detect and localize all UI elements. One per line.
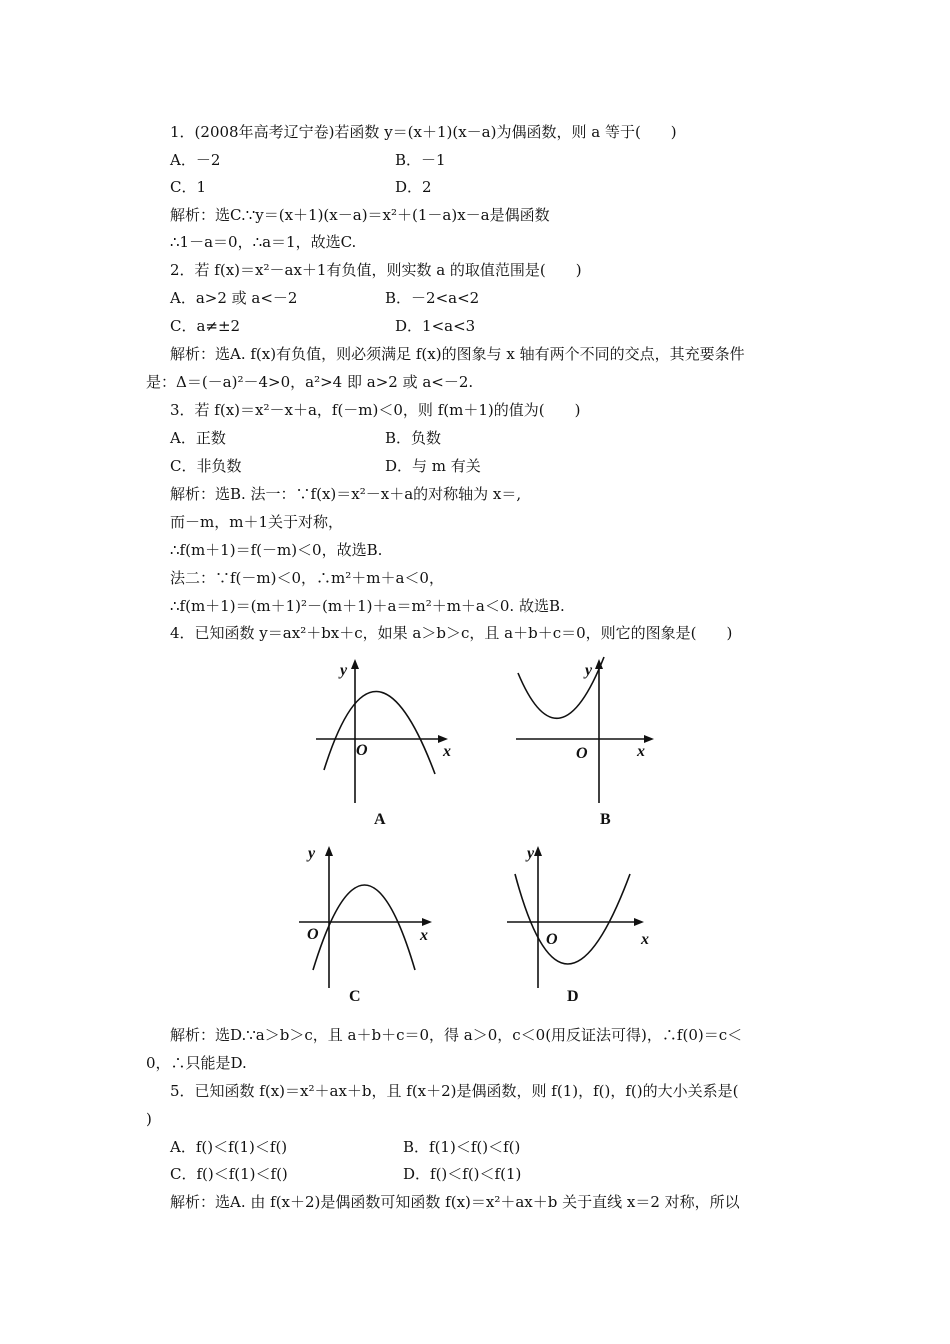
- graph-b-x-label: x: [637, 743, 645, 760]
- graph-b-label: B: [600, 811, 611, 828]
- q4-analysis-cont: 0，∴只能是D.: [146, 1054, 247, 1072]
- q3-analysis-line2: 而－m，m＋1关于对称，: [170, 513, 343, 531]
- q1-option-b: B．－1: [395, 151, 446, 169]
- q1-option-d: D．2: [395, 178, 432, 196]
- graph-c-y-label: y: [308, 845, 316, 862]
- q3-analysis-line4: 法二：∵f(－m)＜0，∴m²＋m＋a＜0，: [170, 569, 444, 587]
- graph-a-x-arrow: [438, 735, 448, 743]
- q3-option-a: A．正数: [170, 429, 226, 447]
- graph-a-y-arrow: [351, 659, 359, 669]
- graph-a: [310, 655, 450, 830]
- q2-analysis-cont: 是：Δ＝(－a)²－4>0，a²>4 即 a>2 或 a<－2.: [146, 373, 474, 391]
- graph-d: [505, 840, 655, 1015]
- q5-stem-cont: ): [146, 1110, 152, 1128]
- q2-option-b: B．－2<a<2: [385, 289, 480, 307]
- q3-stem: 3．若 f(x)＝x²－x＋a，f(－m)＜0，则 f(m＋1)的值为( ): [170, 401, 581, 419]
- q2-stem: 2．若 f(x)＝x²－ax＋1有负值，则实数 a 的取值范围是( ): [170, 261, 582, 279]
- graph-c-label: C: [349, 988, 361, 1005]
- graph-d-x-arrow: [634, 918, 644, 926]
- q5-option-c: C．f()＜f(1)＜f(): [170, 1165, 288, 1183]
- graph-d-label: D: [567, 988, 579, 1005]
- graph-b-x-arrow: [644, 735, 654, 743]
- q3-analysis-line3: ∴f(m＋1)＝f(－m)＜0，故选B.: [170, 541, 383, 559]
- graph-a-y-label: y: [340, 662, 348, 679]
- graph-d-y-label: y: [527, 845, 535, 862]
- graph-b-origin: O: [576, 745, 588, 762]
- graph-d-curve: [515, 874, 630, 964]
- q3-analysis: 解析：选B. 法一：∵f(x)＝x²－x＋a的对称轴为 x＝,: [170, 485, 522, 503]
- q3-option-d: D．与 m 有关: [385, 457, 481, 475]
- q4-stem: 4．已知函数 y＝ax²＋bx＋c，如果 a＞b＞c，且 a＋b＋c＝0，则它的图象是( ): [170, 624, 733, 642]
- q4-analysis: 解析：选D.∵a＞b＞c，且 a＋b＋c＝0，得 a＞0，c＜0(用反证法可得)，∴f(0)＝c＜: [170, 1026, 743, 1044]
- graph-a-curve: [324, 691, 435, 774]
- graph-c-origin: O: [307, 926, 319, 943]
- q5-option-d: D．f()＜f()＜f(1): [403, 1165, 522, 1183]
- q5-option-a: A．f()＜f(1)＜f(): [170, 1138, 288, 1156]
- graph-c-x-arrow: [422, 918, 432, 926]
- graph-b-y-label: y: [585, 662, 593, 679]
- q3-analysis-line5: ∴f(m＋1)＝(m＋1)²－(m＋1)＋a＝m²＋m＋a＜0. 故选B.: [170, 597, 565, 615]
- q2-option-a: A．a>2 或 a<－2: [170, 289, 298, 307]
- graph-d-y-arrow: [534, 846, 542, 856]
- q1-option-c: C．1: [170, 178, 207, 196]
- q3-option-c: C．非负数: [170, 457, 242, 475]
- graph-a-label: A: [374, 811, 386, 828]
- graph-d-x-label: x: [641, 931, 649, 948]
- graph-c-y-arrow: [325, 846, 333, 856]
- q2-option-c: C．a≠±2: [170, 317, 241, 335]
- graph-a-origin: O: [356, 742, 368, 759]
- q1-stem: 1．(2008年高考辽宁卷)若函数 y＝(x＋1)(x－a)为偶函数，则 a 等于( ): [170, 123, 677, 141]
- q5-stem: 5．已知函数 f(x)＝x²＋ax＋b，且 f(x＋2)是偶函数，则 f(1)，f()，f()的大小关系是(: [170, 1082, 739, 1100]
- q5-option-b: B．f(1)＜f()＜f(): [403, 1138, 521, 1156]
- graph-a-x-label: x: [443, 743, 451, 760]
- graph-d-origin: O: [546, 931, 558, 948]
- q3-option-b: B．负数: [385, 429, 442, 447]
- q1-analysis-cont: ∴1－a＝0，∴a＝1，故选C.: [170, 233, 357, 251]
- q2-option-d: D．1<a<3: [395, 317, 476, 335]
- q5-analysis: 解析：选A. 由 f(x＋2)是偶函数可知函数 f(x)＝x²＋ax＋b 关于直线 x＝2 对称，所以: [170, 1193, 740, 1211]
- q2-analysis: 解析：选A. f(x)有负值，则必须满足 f(x)的图象与 x 轴有两个不同的交点，其充要条件: [170, 345, 745, 363]
- q1-analysis: 解析：选C.∵y＝(x＋1)(x－a)＝x²＋(1－a)x－a是偶函数: [170, 206, 550, 224]
- graph-c-x-label: x: [420, 927, 428, 944]
- q1-option-a: A．－2: [170, 151, 221, 169]
